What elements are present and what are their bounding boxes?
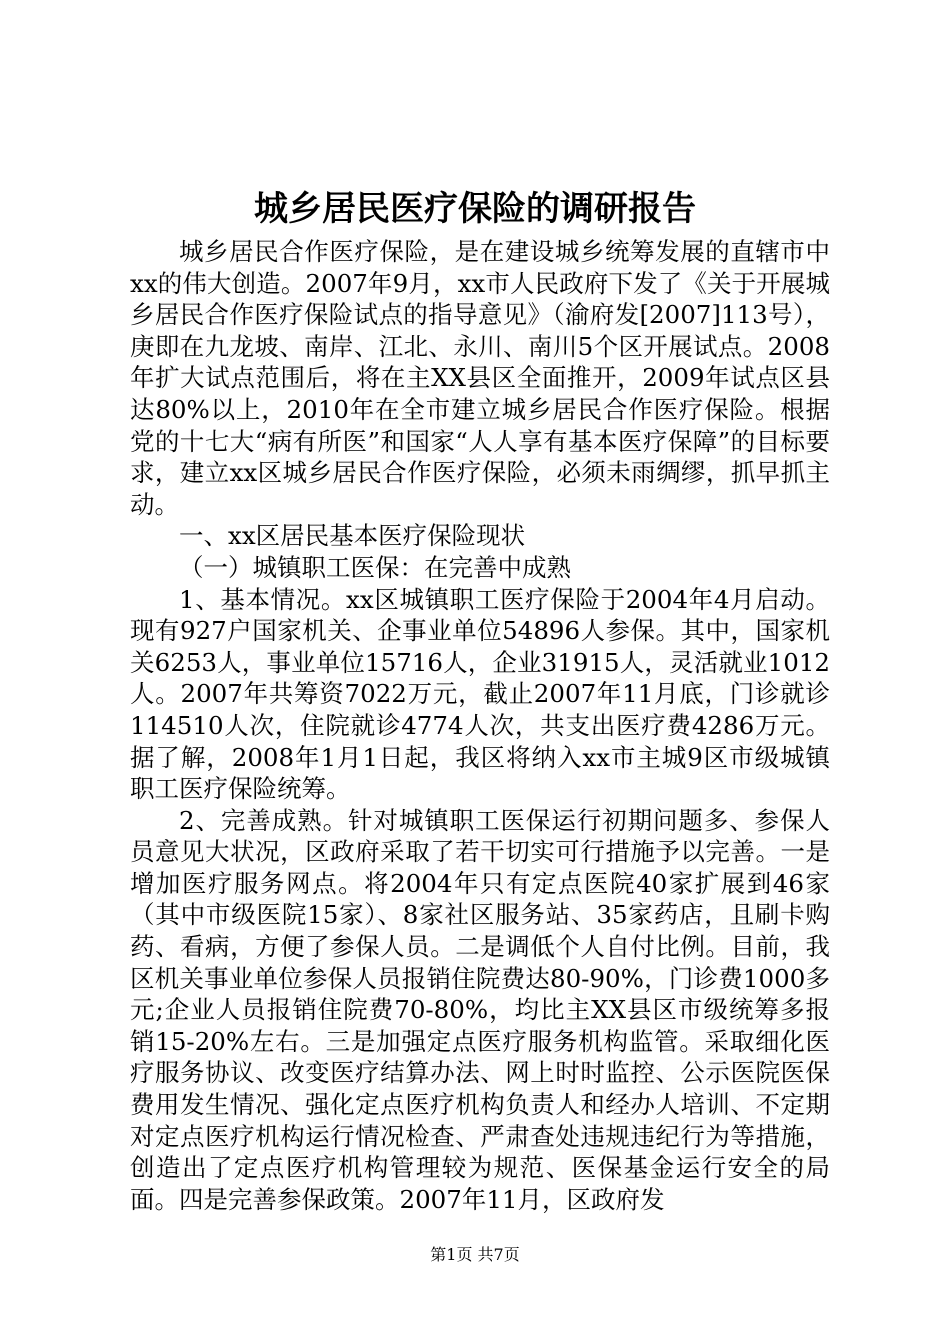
basic-situation-paragraph: 1、基本情况。xx区城镇职工医疗保险于2004年4月启动。现有927户国家机关、企事业单位54896人参保。其中，国家机关6253人，事业单位15716人，企业31915人，灵活就业1012人。2007年共筹资7022万元，截止2007年11月底，门诊就诊114510人次，住院就诊4774人次，共支出医疗费4286万元。据了解，2008年1月1日起，我区将纳入xx市主城9区市级城镇职工医疗保险统筹。: [130, 584, 830, 804]
subsection-heading: （一）城镇职工医保：在完善中成熟: [179, 552, 571, 582]
improvement-paragraph: 2、完善成熟。针对城镇职工医保运行初期问题多、参保人员意见大状况，区政府采取了若干切实可行措施予以完善。一是增加医疗服务网点。将2004年只有定点医院40家扩展到46家（其中市级医院15家）、8家社区服务站、35家药店，且刷卡购药、看病，方便了参保人员。二是调低个人自付比例。目前，我区机关事业单位参保人员报销住院费达80-90%，门诊费1000多元;企业人员报销住院费70-80%，均比主XX县区市级统筹多报销15-20%左右。三是加强定点医疗服务机构监管。采取细化医疗服务协议、改变医疗结算办法、网上时时监控、公示医院医保费用发生情况、强化定点医疗机构负责人和经办人培训、不定期对定点医疗机构运行情况检查、严肃查处违规违纪行为等措施，创造出了定点医疗机构管理较为规范、医保基金运行安全的局面。四是完善参保政策。2007年11月，区政府发: [130, 805, 830, 1214]
document-body: [130, 236, 830, 1215]
section-heading: 一、xx区居民基本医疗保险现状: [179, 521, 526, 551]
document-title: 城乡居民医疗保险的调研报告: [254, 189, 696, 229]
intro-paragraph: 城乡居民合作医疗保险，是在建设城乡统筹发展的直辖市中xx的伟大创造。2007年9月，xx市人民政府下发了《关于开展城乡居民合作医疗保险试点的指导意见》（渝府发[2007]113号），庚即在九龙坡、南岸、江北、永川、南川5个区开展试点。2008年扩大试点范围后，将在主XX县区全面推开，2009年试点区县达80%以上，2010年在全市建立城乡居民合作医疗保险。根据党的十七大“病有所医”和国家“人人享有基本医疗保障”的目标要求，建立xx区城乡居民合作医疗保险，必须未雨绸缪，抓早抓主动。: [130, 237, 830, 519]
page-footer: 第1页 共7页: [430, 1245, 520, 1264]
